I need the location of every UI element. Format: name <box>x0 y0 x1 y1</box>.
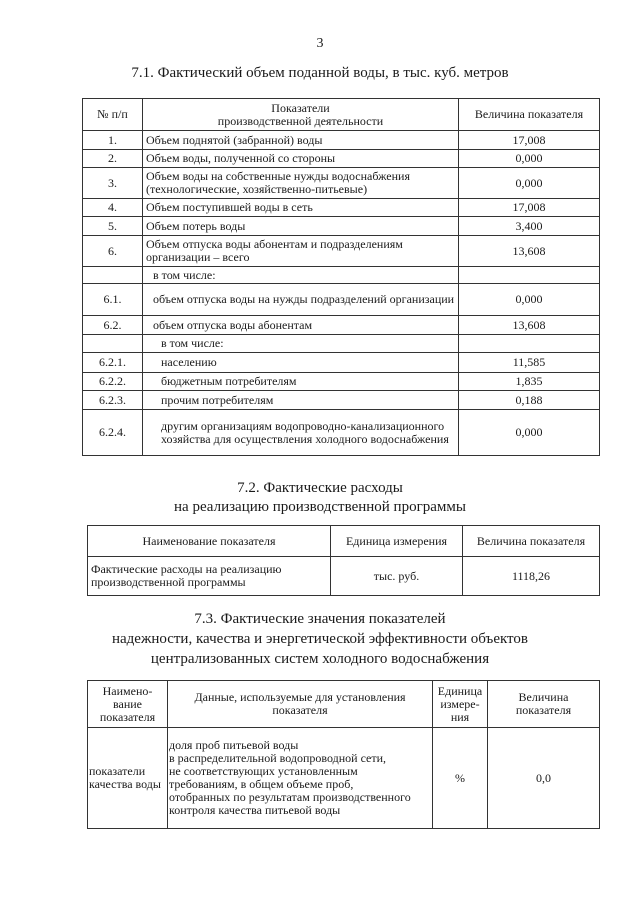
section-7-2-title-line2: на реализацию производственной программы <box>174 499 466 515</box>
row-data: доля проб питьевой воды в распределительной водопроводной сети, не соответствующих установленным требованиям, в общем объеме проб, отобранных по результатам производственного контроля качества питьевой воды <box>168 728 433 829</box>
section-7-3-title-line1: 7.3. Фактические значения показателей <box>194 611 446 627</box>
row-value: 0,000 <box>459 150 600 168</box>
row-indicator: в том числе: <box>143 335 459 353</box>
table-row <box>83 168 600 199</box>
row-number: 3. <box>83 168 143 199</box>
table-header <box>88 681 600 728</box>
row-value: 0,000 <box>459 284 600 316</box>
row-number: 6.2.1. <box>83 353 143 373</box>
row-number: 6.2.4. <box>83 410 143 456</box>
table-row <box>83 217 600 236</box>
row-indicator: в том числе: <box>143 267 459 284</box>
row-number: 2. <box>83 150 143 168</box>
row-indicator: объем отпуска воды на нужды подразделений организации <box>143 284 459 316</box>
row-value: 0,188 <box>459 391 600 410</box>
water-volume-table <box>82 98 600 456</box>
row-number: 6.2.2. <box>83 373 143 391</box>
row-indicator: Объем воды на собственные нужды водоснабжения (технологические, хозяйственно-питьевые) <box>143 168 459 199</box>
table-row <box>83 373 600 391</box>
row-unit: тыс. руб. <box>331 557 463 596</box>
page-number: 3 <box>316 36 324 51</box>
expenses-table <box>87 525 600 596</box>
row-value <box>459 335 600 353</box>
table-row <box>83 236 600 267</box>
table-row <box>83 335 600 353</box>
table-row <box>83 284 600 316</box>
table-header <box>83 99 600 131</box>
header-name: Наименование показателя <box>88 526 331 557</box>
row-value: 13,608 <box>459 316 600 335</box>
section-7-3-title-line2: надежности, качества и энергетической эффективности объектов <box>111 631 528 647</box>
row-indicator: бюджетным потребителям <box>143 373 459 391</box>
row-name: Фактические расходы на реализацию производственной программы <box>88 557 331 596</box>
row-indicator: Объем потерь воды <box>143 217 459 236</box>
table-header <box>88 526 600 557</box>
header-data: Данные, используемые для установления показателя <box>168 681 433 728</box>
row-indicator: Объем поднятой (забранной) воды <box>143 131 459 150</box>
row-value: 0,000 <box>459 410 600 456</box>
row-indicator: Объем воды, полученной со стороны <box>143 150 459 168</box>
header-indicator: Показатели производственной деятельности <box>143 99 459 131</box>
header-value: Величина показателя <box>488 681 600 728</box>
row-value: 0,000 <box>459 168 600 199</box>
header-num: № п/п <box>83 99 143 131</box>
header-unit: Единица измерения <box>331 526 463 557</box>
row-value: 11,585 <box>459 353 600 373</box>
row-indicator: другим организациям водопроводно-канализационного хозяйства для осуществления холодного водоснабжения <box>143 410 459 456</box>
row-number: 5. <box>83 217 143 236</box>
section-7-3-title-line3: централизованных систем холодного водоснабжения <box>150 651 490 667</box>
row-name: показатели качества воды <box>88 728 168 829</box>
row-value: 0,0 <box>488 728 600 829</box>
quality-indicators-table <box>87 680 600 829</box>
row-value: 1,835 <box>459 373 600 391</box>
row-indicator: Объем отпуска воды абонентам и подразделениям организации – всего <box>143 236 459 267</box>
row-value: 13,608 <box>459 236 600 267</box>
table-row <box>83 410 600 456</box>
header-unit: Единица измере- ния <box>433 681 488 728</box>
section-7-2-title-line1: 7.2. Фактические расходы <box>237 480 403 496</box>
table-row <box>83 316 600 335</box>
row-number: 6. <box>83 236 143 267</box>
table-row <box>88 557 600 596</box>
row-number <box>83 335 143 353</box>
section-7-1-title: 7.1. Фактический объем поданной воды, в тыс. куб. метров <box>131 65 509 81</box>
row-number: 6.2.3. <box>83 391 143 410</box>
row-value: 17,008 <box>459 199 600 217</box>
table-row <box>83 131 600 150</box>
table-row <box>83 267 600 284</box>
row-indicator: Объем поступившей воды в сеть <box>143 199 459 217</box>
header-name: Наимено- вание показателя <box>88 681 168 728</box>
row-value: 1118,26 <box>463 557 600 596</box>
row-number: 6.1. <box>83 284 143 316</box>
table-row <box>83 391 600 410</box>
row-unit: % <box>433 728 488 829</box>
table-row <box>83 199 600 217</box>
header-value: Величина показателя <box>459 99 600 131</box>
row-value: 3,400 <box>459 217 600 236</box>
row-value: 17,008 <box>459 131 600 150</box>
row-number <box>83 267 143 284</box>
row-number: 6.2. <box>83 316 143 335</box>
table-row <box>88 728 600 829</box>
row-indicator: прочим потребителям <box>143 391 459 410</box>
row-indicator: населению <box>143 353 459 373</box>
row-value <box>459 267 600 284</box>
table-row <box>83 150 600 168</box>
table-row <box>83 353 600 373</box>
header-value: Величина показателя <box>463 526 600 557</box>
row-number: 4. <box>83 199 143 217</box>
row-indicator: объем отпуска воды абонентам <box>143 316 459 335</box>
row-number: 1. <box>83 131 143 150</box>
